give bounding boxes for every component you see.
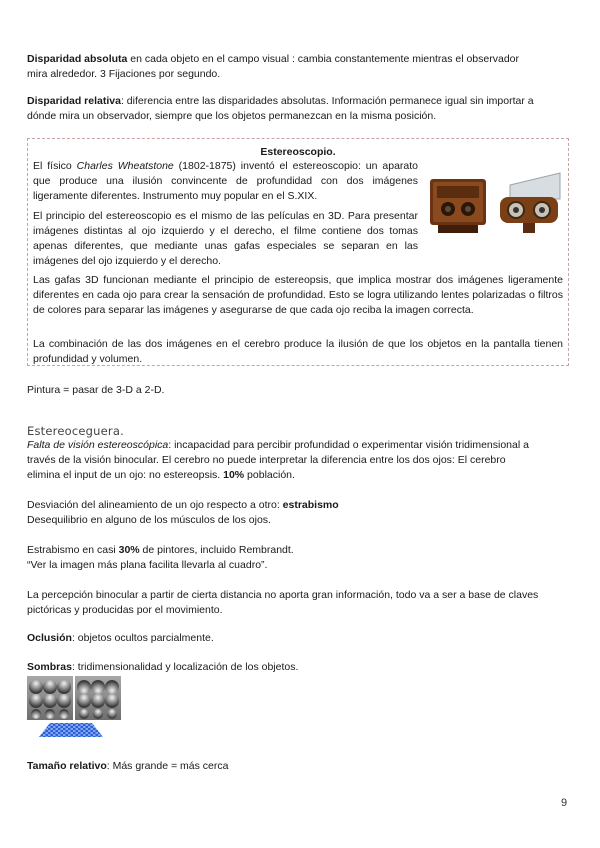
box-title: Estereoscopio. bbox=[260, 146, 336, 158]
box-paragraph-3: Las gafas 3D funcionan mediante el principio de estereopsis, que implica mostrar dos imágenes ligeramente diferentes en cada ojo para crear la sensación de profundidad. Esto se logra utilizando lentes polarizadas o filtros de colores para separar las imágenes y asegurarse de que cada ojo reciba la imagen correcta. bbox=[33, 274, 563, 316]
box-paragraph-4: La combinación de las dos imágenes en el cerebro produce la ilusión de que los objetos en la pantalla tienen profundidad y volumen. bbox=[33, 338, 563, 365]
term-oclusion: Oclusión bbox=[27, 632, 72, 644]
para-disparidad-relativa: Disparidad relativa: diferencia entre las disparidades absolutas. Información permanece igual sin importar a dónde mira un observador, siempre que los objetos permanezcan en la misma posición. bbox=[27, 95, 534, 122]
para-pintura: Pintura = pasar de 3-D a 2-D. bbox=[27, 384, 165, 396]
para-estereoceguera: Falta de visión estereoscópica: incapacidad para percibir profundidad o experimentar visión tridimensional a través de la visión binocular. El cerebro no puede interpretar la diferencia entre los dos ojos: El cerebro elimina el input de un ojo: no estereopsis. 10% población. bbox=[27, 439, 529, 481]
para-percepcion: La percepción binocular a partir de cierta distancia no aporta gran información, todo va a ser a base de claves pictóricas y producidas por el movimiento. bbox=[27, 589, 539, 616]
box-paragraph-2: El principio del estereoscopio es el mismo de las películas en 3D. Para presentar imágenes distintas al ojo izquierdo y el derecho, el filme contiene dos tomas apenas diferentes, que mediante unas gafas especiales se separan en las imágenes del ojo izquierdo y el derecho. bbox=[33, 210, 418, 267]
para-sombras: Sombras: tridimensionalidad y localización de los objetos. bbox=[27, 661, 299, 673]
para-tamano-relativo: Tamaño relativo: Más grande = más cerca bbox=[27, 760, 229, 772]
term-disparidad-relativa: Disparidad relativa bbox=[27, 95, 121, 107]
section-estereoceguera bbox=[27, 424, 572, 439]
para-desviacion: Desviación del alineamiento de un ojo respecto a otro: estrabismo Desequilibrio en alguno de los músculos de los ojos. bbox=[27, 499, 339, 526]
para-oclusion: Oclusión: objetos ocultos parcialmente. bbox=[27, 632, 214, 644]
stereoscope-image bbox=[428, 169, 563, 237]
wheatstone-name: Charles Wheatstone bbox=[76, 160, 174, 172]
para-estrabismo: Estrabismo en casi 30% de pintores, incluido Rembrandt. “Ver la imagen más plana facilita llevarla al cuadro”. bbox=[27, 544, 294, 571]
term-tamano-relativo: Tamaño relativo bbox=[27, 760, 107, 772]
para-disparidad-absoluta: Disparidad absoluta en cada objeto en el campo visual : cambia constantemente mientras el observador mira alrededor. 3 Fijaciones por segundo. bbox=[27, 53, 519, 80]
term-sombras: Sombras bbox=[27, 661, 72, 673]
term-disparidad-absoluta: Disparidad absoluta bbox=[27, 53, 128, 65]
estereoscopio-box bbox=[27, 138, 569, 366]
term-estrabismo: estrabismo bbox=[282, 499, 339, 511]
shading-spheres-figure bbox=[27, 676, 121, 720]
box-paragraph-1: El físico Charles Wheatstone (1802-1875) inventó el estereoscopio: un aparato que produce una ilusión convincente de profundidad con dos imágenes ligeramente diferentes. Instrumento muy popular en el S.XIX. bbox=[33, 160, 418, 202]
term-falta-vision: Falta de visión estereoscópica bbox=[27, 439, 169, 451]
page-number: 9 bbox=[561, 797, 568, 809]
estereoceguera-heading: Estereoceguera. bbox=[27, 424, 124, 438]
blue-tile-figure bbox=[38, 722, 104, 738]
